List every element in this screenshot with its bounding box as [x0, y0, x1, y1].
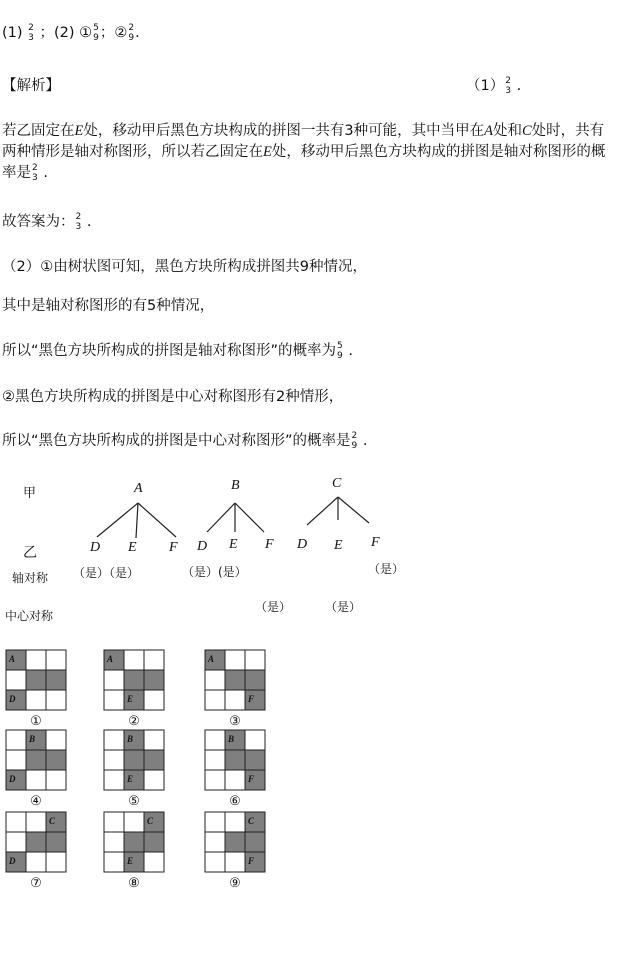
para1-line1: 若乙固定在E处，移动甲后黑色方块构成的拼图一共有3种可能，其中当甲在A处和C处时，共有: [2, 123, 605, 139]
grid-cell-white: [124, 812, 144, 832]
grid-cell-white: [26, 812, 46, 832]
grid-letter-f: F: [248, 774, 255, 784]
grid-cell-white: [6, 750, 26, 770]
grid-cell-white: [26, 650, 46, 670]
puzzle-grid-2: [104, 650, 164, 728]
analysis-right-end: .: [516, 78, 522, 94]
grid-letter-c: C: [147, 816, 154, 826]
grid-cell-white: [104, 670, 124, 690]
tree-label-yi: 乙: [23, 545, 37, 561]
grid-cell-white: [124, 650, 144, 670]
grid-cell-white: [225, 770, 245, 790]
grid-cell-white: [104, 730, 124, 750]
grid-cell-white: [245, 650, 265, 670]
grid-cell-white: [245, 730, 265, 750]
analysis-right-answer: [466, 75, 521, 97]
tree-root-c: C: [332, 476, 342, 491]
part2-line1: （2）①由树状图可知，黑色方块所构成拼图共9种情况，: [2, 259, 367, 275]
grid-cell-black: [26, 750, 46, 770]
tree-label-axis: 轴对称: [12, 571, 49, 585]
grid-cell-white: [205, 690, 225, 710]
analysis-right-label: （1）: [466, 78, 505, 94]
grid-cell-white: [46, 770, 66, 790]
part2-frac-axis: 5 9: [337, 341, 343, 361]
grid-cell-black: [225, 750, 245, 770]
grid-cell-white: [6, 730, 26, 750]
axis-yes-b: （是）(是）: [182, 565, 247, 579]
para1-line3: 率是 2 3 .: [2, 163, 48, 183]
part2-line4: ②黑色方块所构成的拼图是中心对称图形有2种情形，: [2, 389, 344, 405]
tree-leaf-a-f: F: [169, 540, 178, 555]
grid-cell-white: [205, 770, 225, 790]
puzzle-grid-3: [205, 650, 265, 728]
answer-end: .: [135, 25, 140, 41]
grid-cell-white: [104, 812, 124, 832]
grid-cell-white: [205, 730, 225, 750]
grid-cell-white: [6, 812, 26, 832]
para1-frac: 2 3: [32, 163, 38, 183]
grid-cell-black: [26, 832, 46, 852]
grid-cell-black: [46, 750, 66, 770]
grid-cell-white: [26, 852, 46, 872]
tree-root-b: B: [231, 478, 240, 493]
grid-cell-white: [144, 730, 164, 750]
grid-cell-white: [104, 750, 124, 770]
grid-cell-white: [205, 670, 225, 690]
grid-letter-f: F: [248, 856, 255, 866]
grid-number-label: ⑥: [229, 793, 241, 808]
grid-letter-b: B: [29, 734, 36, 744]
grid-number-label: ⑨: [229, 875, 241, 890]
grid-letter-d: D: [9, 856, 16, 866]
grid-cell-white: [225, 690, 245, 710]
grid-cell-white: [46, 650, 66, 670]
center-yes-1: （是）: [255, 600, 292, 614]
grid-letter-e: E: [127, 774, 134, 784]
grid-cell-white: [205, 832, 225, 852]
part2-frac-center: 2 9: [351, 431, 358, 451]
grid-cell-white: [26, 770, 46, 790]
tree-leaf-b-e: E: [229, 537, 238, 552]
grid-cell-black: [124, 750, 144, 770]
grid-cell-white: [104, 852, 124, 872]
grid-letter-f: F: [248, 694, 255, 704]
grid-cell-white: [225, 812, 245, 832]
grid-cell-white: [144, 650, 164, 670]
grid-letter-a: A: [208, 654, 215, 664]
grid-cell-white: [104, 690, 124, 710]
axis-yes-a: （是）（是）: [73, 566, 140, 580]
grid-number-label: ②: [128, 713, 140, 728]
answer-frac-3: 2 9: [128, 23, 135, 43]
grid-cell-white: [26, 690, 46, 710]
answer-summary: [2, 22, 140, 44]
grid-cell-black: [225, 670, 245, 690]
grid-cell-white: [46, 730, 66, 750]
grid-number-label: ①: [30, 713, 42, 728]
grid-cell-white: [46, 852, 66, 872]
grid-cell-black: [144, 670, 164, 690]
para1-line2: 两种情形是轴对称图形，所以若乙固定在E处，移动甲后黑色方块构成的拼图是轴对称图形的概: [2, 144, 606, 160]
grid-number-label: ⑧: [128, 875, 140, 890]
grid-letter-d: D: [9, 774, 16, 784]
grid-cell-white: [205, 750, 225, 770]
part2-line5: 所以“黑色方块所构成的拼图是中心对称图形”的概率是 2 9 .: [2, 431, 368, 451]
grid-letter-c: C: [49, 816, 56, 826]
grid-cell-white: [225, 650, 245, 670]
tree-label-jia: 甲: [23, 486, 37, 501]
grid-cell-black: [245, 832, 265, 852]
puzzle-grids: [0, 640, 300, 900]
grid-cell-white: [144, 690, 164, 710]
grid-cell-white: [144, 852, 164, 872]
tree-leaf-c-d: D: [297, 537, 308, 552]
puzzle-grid-6: [205, 730, 265, 808]
grid-cell-white: [104, 832, 124, 852]
grid-cell-white: [205, 852, 225, 872]
tree-diagram: [0, 470, 420, 570]
grid-cell-white: [104, 770, 124, 790]
grid-letter-e: E: [127, 694, 134, 704]
grid-cell-black: [225, 832, 245, 852]
grid-number-label: ④: [30, 793, 42, 808]
tree-leaf-c-f: F: [371, 535, 380, 550]
grid-letter-a: A: [9, 654, 16, 664]
analysis-heading: 【解析】: [2, 78, 60, 94]
grid-letter-d: D: [9, 694, 16, 704]
grid-letter-b: B: [228, 734, 235, 744]
puzzle-grid-4: [6, 730, 66, 808]
answer-separator-2: ；②: [99, 25, 128, 41]
puzzle-grid-7: [6, 812, 66, 890]
grid-cell-white: [46, 690, 66, 710]
grid-number-label: ③: [229, 713, 241, 728]
center-yes-2: （是）: [325, 600, 362, 614]
answer-is-line: 故答案为： 2 3 .: [2, 212, 92, 232]
grid-cell-black: [245, 750, 265, 770]
tree-leaf-b-d: D: [197, 539, 208, 554]
grid-cell-black: [124, 670, 144, 690]
tree-leaf-b-f: F: [265, 537, 274, 552]
grid-letter-e: E: [127, 856, 134, 866]
grid-number-label: ⑤: [128, 793, 140, 808]
tree-label-center: 中心对称: [5, 609, 54, 623]
tree-leaf-a-e: E: [128, 540, 137, 555]
grid-cell-black: [144, 750, 164, 770]
puzzle-grid-8: [104, 812, 164, 890]
puzzle-grid-5: [104, 730, 164, 808]
grid-cell-white: [6, 832, 26, 852]
answer-frac-2: 5 9: [93, 23, 99, 43]
answer-is-frac: 2 3: [75, 212, 82, 232]
grid-letter-b: B: [127, 734, 134, 744]
grid-cell-black: [245, 670, 265, 690]
grid-cell-white: [205, 812, 225, 832]
tree-leaf-a-d: D: [90, 540, 101, 555]
grid-cell-white: [6, 670, 26, 690]
grid-number-label: ⑦: [30, 875, 42, 890]
grid-cell-black: [46, 670, 66, 690]
grid-cell-white: [144, 770, 164, 790]
tree-leaf-c-e: E: [334, 538, 343, 553]
grid-letter-a: A: [107, 654, 114, 664]
answer-frac-1: 2 3: [28, 23, 34, 43]
part2-line3: 所以“黑色方块所构成的拼图是轴对称图形”的概率为 5 9 .: [2, 341, 353, 361]
axis-yes-c: （是）: [368, 562, 405, 576]
grid-cell-black: [26, 670, 46, 690]
analysis-right-frac: 2 3: [505, 76, 511, 96]
part2-line2: 其中是轴对称图形的有5种情况，: [2, 298, 215, 314]
grid-cell-black: [46, 832, 66, 852]
answer-part1-label: (1): [2, 25, 23, 41]
grid-cell-black: [144, 832, 164, 852]
grid-letter-c: C: [248, 816, 255, 826]
grid-cell-white: [225, 852, 245, 872]
answer-separator-1: ；(2) ①: [39, 25, 93, 41]
puzzle-grid-9: [205, 812, 265, 890]
grid-cell-black: [124, 832, 144, 852]
puzzle-grid-1: [6, 650, 66, 728]
tree-root-a: A: [134, 481, 143, 496]
